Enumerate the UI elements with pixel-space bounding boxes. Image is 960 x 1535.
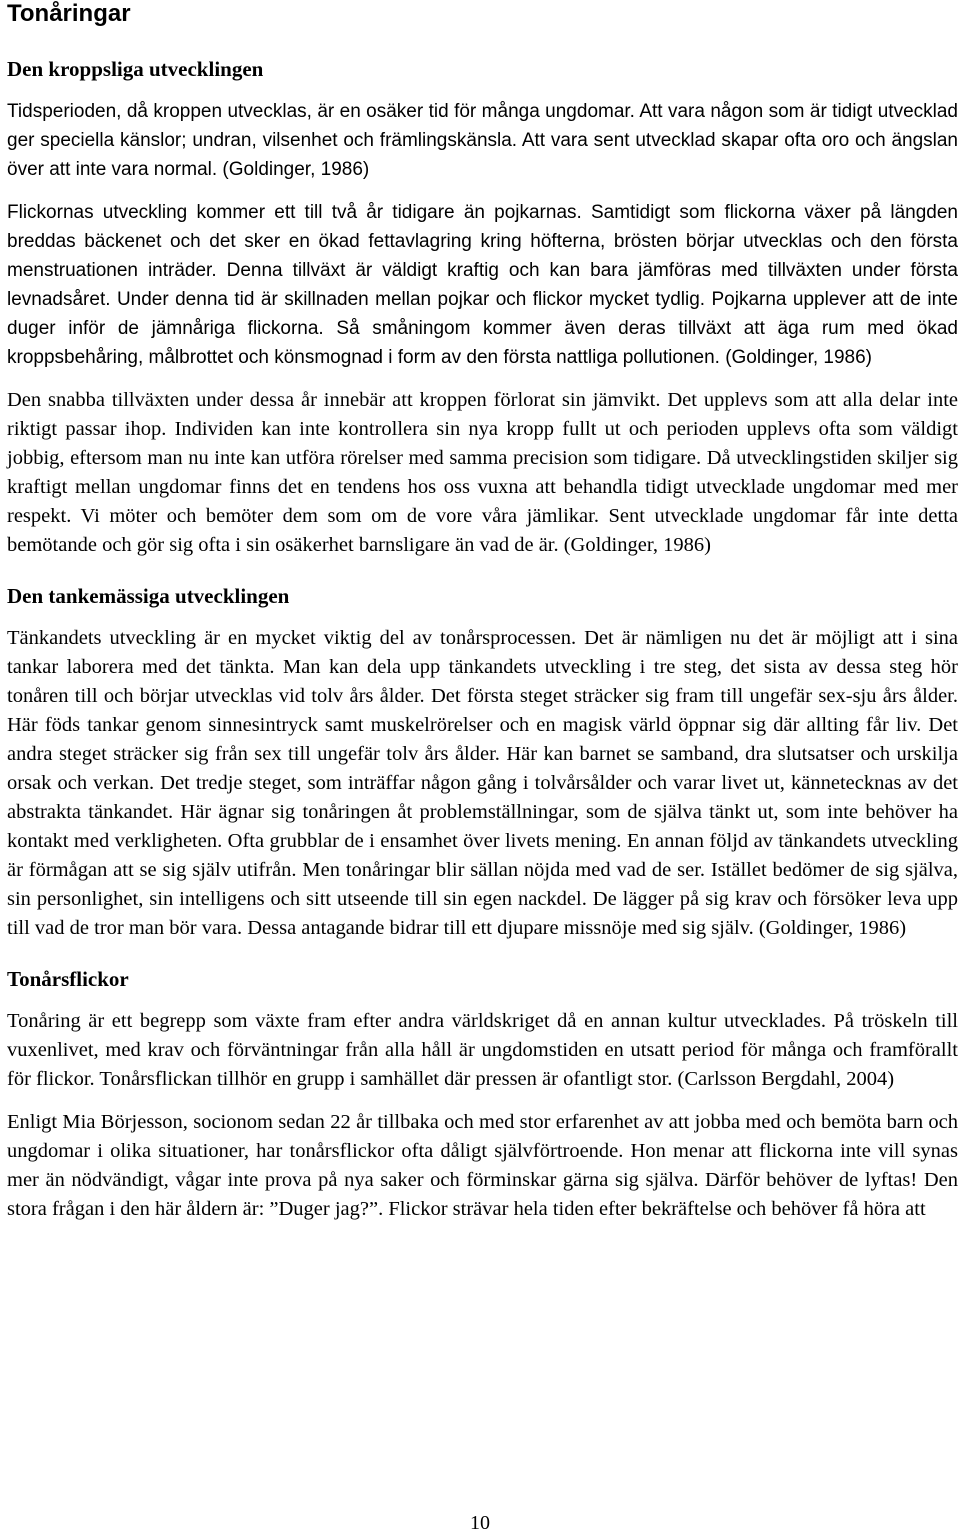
- document-page: [7, 0, 958, 1224]
- section-heading-tankemassiga: Den tankemässiga utvecklingen: [7, 584, 290, 608]
- spacer: [7, 943, 958, 965]
- section-heading-tonarsflickor: Tonårsflickor: [7, 967, 129, 991]
- paragraph: Flickornas utveckling kommer ett till två år tidigare än pojkarnas. Samtidigt som flickorna växer på längden breddas bäckenet och det sker en ökad fettavlagring kring höfterna, brösten börjar utvecklas och den första menstruationen inträder. Denna tillväxt är väldigt kraftig och kan bara jämföras med tillväxten under första levnadsåret. Under denna tid är skillnaden mellan pojkar och flickor mycket tydlig. Pojkarna upplever att de inte duger inför de jämnåriga flickorna. Så småningom kommer även deras tillväxt att äga rum med ökad kroppsbehåring, målbrottet och könsmognad i form av den första nattliga pollutionen. (Goldinger, 1986): [7, 202, 958, 368]
- page-number: 10: [470, 1512, 490, 1534]
- paragraph: Tidsperioden, då kroppen utvecklas, är en osäker tid för många ungdomar. Att vara någon som är tidigt utvecklad ger speciella känslor; undran, vilsenhet och främlingskänsla. Att vara sent utvecklad skapar ofta oro och ängslan över att inte vara normal. (Goldinger, 1986): [7, 101, 958, 180]
- paragraph: Enligt Mia Börjesson, socionom sedan 22 år tillbaka och med stor erfarenhet av att jobba med och bemöta barn och ungdomar i olika situationer, har tonårsflickor ofta dåligt självförtroende. Hon menar att flickorna inte vill synas mer än nödvändigt, vågar inte prova på nya saker och förminskar gärna sig själva. Därför behöver de lyftas! Den stora frågan i den här åldern är: ”Duger jag?”. Flickor strävar hela tiden efter bekräftelse och behöver få höra att: [7, 1111, 958, 1220]
- spacer: [7, 560, 958, 582]
- spacer: [7, 184, 958, 198]
- spacer: [7, 993, 958, 1007]
- paragraph: Tänkandets utveckling är en mycket viktig del av tonårsprocessen. Det är nämligen nu det är möjligt att i sina tankar laborera med det tänkta. Man kan dela upp tänkandets utveckling i tre steg, det sista av dessa steg hör tonåren till och börjar utvecklas vid tolv års ålder. Det första steget sträcker sig fram till ungefär sex-sju års ålder. Här föds tankar genom sinnesintryck samt muskelrörelser och en magisk värld öppnar sig där allting får liv. Det andra steget sträcker sig från sex till ungefär tolv års ålder. Här kan barnet se samband, dra slutsatser och urskilja orsak och verkan. Det tredje steget, som inträffar någon gång i tolvårsålder och varar livet ut, kännetecknas av det abstrakta tänkandet. Här ägnar sig tonåringen åt problemställningar, som de själva tänkt ut, som inte behöver ha kontakt med verkligheten. Ofta grubblar de i ensamhet över livets mening. En annan följd av tänkandets utveckling är förmågan att se sig själv utifrån. Men tonåringar blir sällan nöjda med vad de ser. Istället bedömer de sig själva, sin personlighet, sin intelligens och sitt utseende till sin egen nackdel. De lägger på sig krav och försöker leva upp till vad de tror man bör vara. Dessa antagande bidrar till ett djupare missnöje med sig själv. (Goldinger, 1986): [7, 627, 958, 939]
- paragraph: Den snabba tillväxten under dessa år innebär att kroppen förlorat sin jämvikt. Det upplevs som att alla delar inte riktigt passar ihop. Individen kan inte kontrollera sin nya kropp fullt ut och perioden upplevs ofta som väldigt jobbig, eftersom man nu inte kan utföra rörelser med samma precision som tidigare. Då utvecklingstiden skiljer sig kraftigt mellan ungdomar finns det en tendens hos oss vuxna att behandla tidigt utvecklade ungdomar med mer respekt. Vi möter och bemöter dem som om de vore våra jämlikar. Sent utvecklade ungdomar får inte detta bemötande och gör sig ofta i sin osäkerhet barnsligare än vad de är. (Goldinger, 1986): [7, 389, 958, 556]
- spacer: [7, 28, 958, 55]
- spacer: [7, 83, 958, 97]
- document-title: Tonåringar: [7, 0, 131, 27]
- spacer: [7, 372, 958, 386]
- section-heading-kroppsliga: Den kroppsliga utvecklingen: [7, 57, 264, 81]
- paragraph: Tonåring är ett begrepp som växte fram efter andra världskriget då en annan kultur utvecklades. På tröskeln till vuxenlivet, med krav och förväntningar från alla håll är ungdomstiden en utsatt period för många och framförallt för flickor. Tonårsflickan tillhör en grupp i samhället där pressen är ofantligt stor. (Carlsson Bergdahl, 2004): [7, 1010, 958, 1090]
- spacer: [7, 610, 958, 624]
- spacer: [7, 1094, 958, 1108]
